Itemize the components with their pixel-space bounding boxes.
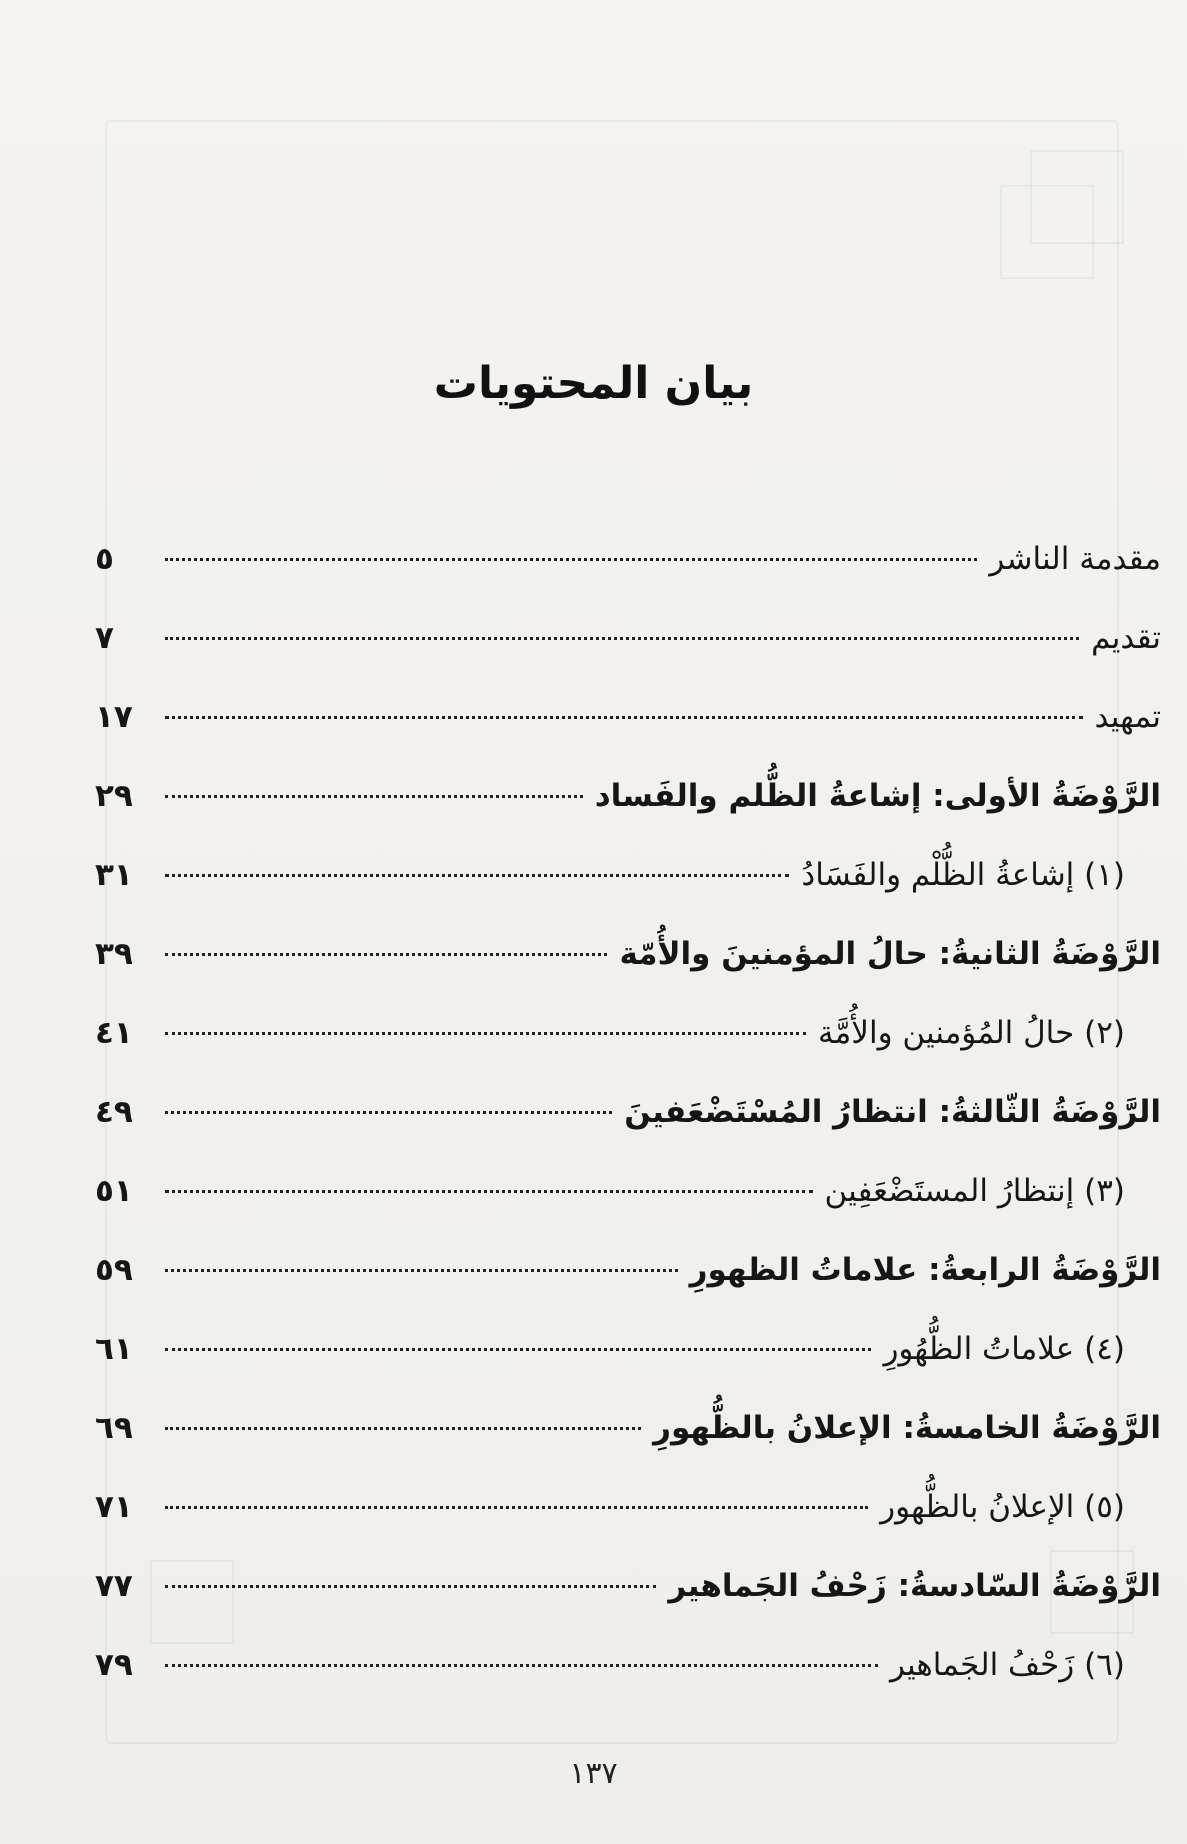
dot-leader [165, 1269, 678, 1272]
toc-entry [95, 678, 1161, 757]
toc-entry [95, 1231, 1161, 1310]
toc-entry-title: الرَّوْضَةُ السّادسةُ: زَحْفُ الجَماهير [668, 1568, 1161, 1604]
page-number: ١٣٧ [569, 1756, 618, 1791]
toc-entry-page: ٢٩ [95, 778, 133, 814]
toc-entry-page: ٣٩ [95, 936, 133, 972]
toc-entry [95, 1152, 1161, 1231]
dot-leader [165, 874, 789, 877]
toc-entry-page: ٤١ [95, 1015, 133, 1051]
toc-entry-page: ٧١ [95, 1489, 133, 1525]
toc-entry-title: تقديم [1091, 620, 1161, 656]
toc-entry [95, 1547, 1161, 1626]
toc-entry [95, 915, 1161, 994]
dot-leader [165, 1585, 656, 1588]
toc-entry-title: تمهيد [1094, 699, 1161, 735]
toc-entry-title: (٥) الإعلانُ بالظُّهور [880, 1489, 1125, 1525]
toc-entry-title: (٢) حالُ المُؤمنين والأُمَّة [818, 1015, 1125, 1051]
toc-entry [95, 1310, 1161, 1389]
toc-entry [95, 1468, 1161, 1547]
toc-entry-page: ٥١ [95, 1173, 133, 1209]
toc-entry-page: ٦١ [95, 1331, 133, 1367]
toc-entry [95, 520, 1161, 599]
dot-leader [165, 953, 607, 956]
toc-entry [95, 994, 1161, 1073]
toc-entry-title: (١) إشاعةُ الظُّلْم والفَسَادُ [801, 857, 1125, 893]
toc-entry-page: ٥٩ [95, 1252, 133, 1288]
toc-entry-page: ٧٧ [95, 1568, 133, 1604]
toc-entry-title: مقدمة الناشر [989, 541, 1161, 577]
dot-leader [165, 795, 583, 798]
toc-entry [95, 1626, 1161, 1705]
toc-entry-page: ٦٩ [95, 1410, 133, 1446]
dot-leader [165, 1032, 806, 1035]
page-title: بيان المحتويات [433, 358, 754, 409]
dot-leader [165, 558, 977, 561]
table-of-contents [95, 520, 1161, 1705]
dot-leader [165, 1427, 641, 1430]
toc-entry-title: الرَّوْضَةُ الثّالثةُ: انتظارُ المُسْتَضْعَفينَ [624, 1094, 1161, 1130]
toc-entry-title: (٦) زَحْفُ الجَماهير [889, 1647, 1125, 1683]
toc-entry-title: الرَّوْضَةُ الأولى: إشاعةُ الظُّلم والفَساد [594, 778, 1161, 814]
toc-entry [95, 1073, 1161, 1152]
toc-entry-title: الرَّوْضَةُ الرابعةُ: علاماتُ الظهورِ [689, 1252, 1161, 1288]
show-through-ornament [1000, 185, 1094, 279]
toc-entry-page: ٧ [95, 620, 114, 656]
toc-entry-page: ٥ [95, 541, 114, 577]
dot-leader [165, 637, 1079, 640]
dot-leader [165, 1664, 878, 1667]
dot-leader [165, 1190, 813, 1193]
dot-leader [165, 1348, 871, 1351]
toc-entry-page: ١٧ [95, 699, 133, 735]
toc-entry-title: (٣) إنتظارُ المستَضْعَفِين [824, 1173, 1125, 1209]
toc-entry-title: الرَّوْضَةُ الثانيةُ: حالُ المؤمنينَ والأُمّة [619, 936, 1161, 972]
toc-entry-page: ٧٩ [95, 1647, 133, 1683]
toc-entry [95, 836, 1161, 915]
toc-entry-title: الرَّوْضَةُ الخامسةُ: الإعلانُ بالظُّهورِ [653, 1410, 1161, 1446]
dot-leader [165, 1506, 868, 1509]
dot-leader [165, 1111, 612, 1114]
toc-entry [95, 1389, 1161, 1468]
toc-entry-title: (٤) علاماتُ الظُّهُورِ [883, 1331, 1125, 1367]
toc-entry [95, 599, 1161, 678]
toc-entry-page: ٤٩ [95, 1094, 133, 1130]
toc-entry-page: ٣١ [95, 857, 133, 893]
dot-leader [165, 716, 1083, 719]
toc-entry [95, 757, 1161, 836]
